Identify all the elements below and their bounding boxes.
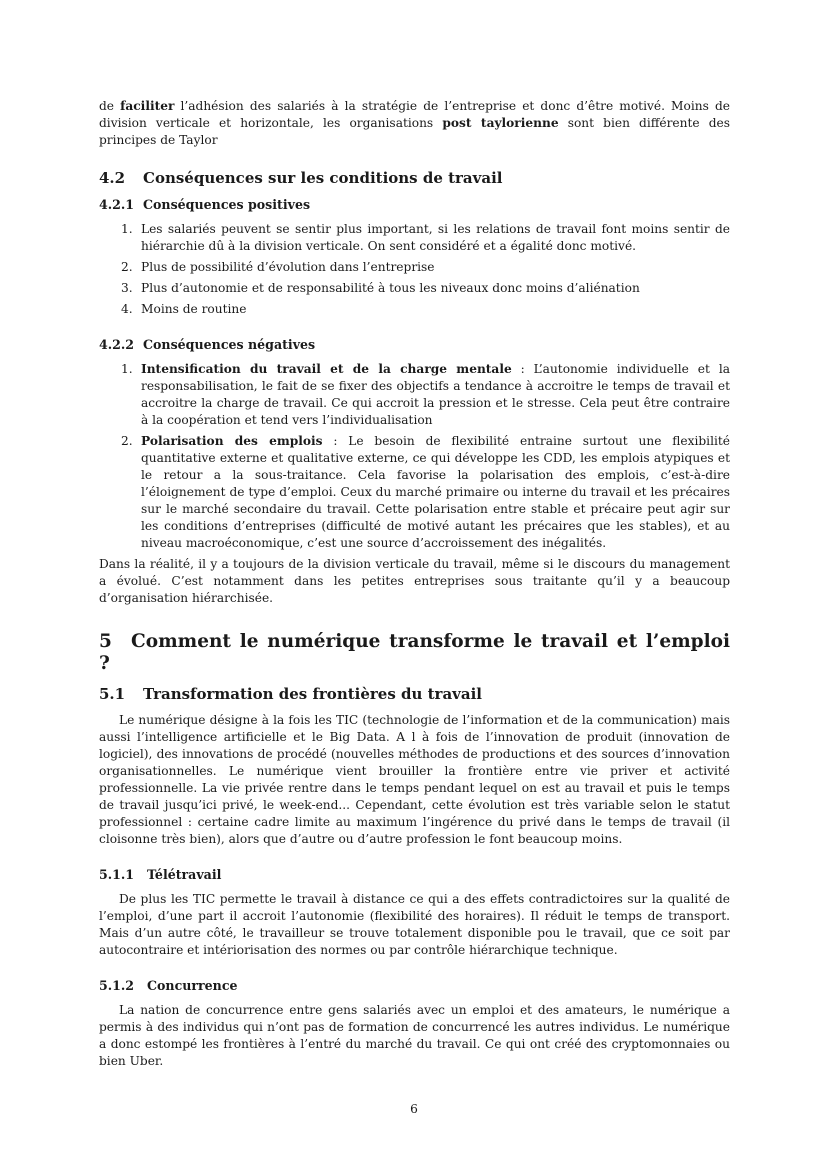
list-item: 2. Polarisation des emplois : Le besoin de flexibilité entraine surtout une flexibilité quantitative externe et qualitative externe, ce qui développe les CDD, les emplois atypiques et le retour a la sous-traitance. Cela favorise la polarisation des emplois, c’est-à-dire l’éloignement de type d’emploi. Ceux du marché primaire ou interne du travail et les précaires sur le marché secondaire du travail. Cette polarisation entre stable et précaire peut agir sur les conditions d’entreprises (difficulté de motivé autant les précaires que les stables), et au niveau macroéconomique, c’est une source d’accroissement des inégalités. [121,434,730,550]
list-item: 4. Moins de routine [121,302,247,316]
section-5-heading: 5 Comment le numérique transforme le travail et l’emploi ? [99,631,730,674]
section-4-2-1-heading: 4.2.1 Conséquences positives [99,197,311,212]
positive-consequences-list [99,221,730,318]
section-5-1-2-paragraph: La nation de concurrence entre gens salariés avec un emploi et des amateurs, le numérique a permis à des individus qui n’ont pas de formation de concurrencé les autres individus. Le numérique a donc estompé les frontières à l’entré du marché du travail. Ce qui ont créé des cryptomonnaies ou bien Uber. [99,1003,730,1068]
list-item-bold-term: Intensification du travail et de la charge mentale [141,362,512,376]
negative-consequences-list [99,361,730,552]
section-5-1-1-heading: 5.1.1 Télétravail [99,867,222,882]
document-page [99,98,730,1070]
section-5-1-2-heading: 5.1.2 Concurrence [99,978,238,993]
section-5-1-paragraph: Le numérique désigne à la fois les TIC (technologie de l’information et de la communication) mais aussi l’intelligence artificielle et le Big Data. A l à fois de l’innovation de produit (innovation de logiciel), des innovations de procédé (nouvelles méthodes de productions et des sources d’innovation organisationnelles. Le numérique vient brouiller la frontière entre vie priver et activité professionnelle. La vie privée rentre dans le temps pendant lequel on est au travail et puis le temps de travail jusqu’ici privé, le week-end... Cependant, cette évolution est très variable selon le statut professionnel : certaine cadre limite au maximum l’ingérence du privé dans le temps de travail (il cloisonne très bien), alors que d’autre ou d’autre profession le font beaucoup moins. [99,713,730,846]
list-item: 1. Les salariés peuvent se sentir plus important, si les relations de travail font moins sentir de hiérarchie dû à la division verticale. On sent considéré et a égalité donc motivé. [121,222,730,253]
closing-paragraph: Dans la réalité, il y a toujours de la division verticale du travail, même si le discours du management a évolué. C’est notamment dans les petites entreprises sous traitante qu’il y a beaucoup d’organisation hiérarchisée. [99,557,730,605]
bold-term-post-taylorienne: post taylorienne [442,116,559,130]
section-5-1-heading: 5.1 Transformation des frontières du travail [99,685,483,703]
section-5-1-1-paragraph: De plus les TIC permette le travail à distance ce qui a des effets contradictoires sur la qualité de l’emploi, d’une part il accroit l’autonomie (flexibilité des horaires). Il réduit le temps de transport. Mais d’un autre côté, le travailleur se trouve totalement disponible pou le travail, que ce soit par autocontraire et intériorisation des normes ou par contrôle hiérarchique technique. [99,892,730,957]
list-item: 1. Intensification du travail et de la charge mentale : L’autonomie individuelle et la responsabilisation, le fait de se fixer des objectifs a tendance à accroitre le temps de travail et accroitre la charge de travail. Ce qui accroit la pression et le stresse. Cela peut être contraire à la coopération et tend vers l’individualisation [121,362,730,427]
list-item: 2. Plus de possibilité d’évolution dans l’entreprise [121,260,435,274]
section-4-2-heading: 4.2 Conséquences sur les conditions de travail [99,169,503,187]
list-item-bold-term: Polarisation des emplois [141,434,323,448]
bold-term-faciliter: faciliter [120,99,175,113]
list-item: 3. Plus d’autonomie et de responsabilité à tous les niveaux donc moins d’aliénation [121,281,640,295]
section-4-2-2-heading: 4.2.2 Conséquences négatives [99,337,316,352]
intro-paragraph: de faciliter l’adhésion des salariés à la stratégie de l’entreprise et donc d’être motivé. Moins de division verticale et horizontale, les organisations post taylorienne sont bien différente des principes de Taylor [99,99,730,147]
page-number: 6 [410,1102,418,1116]
